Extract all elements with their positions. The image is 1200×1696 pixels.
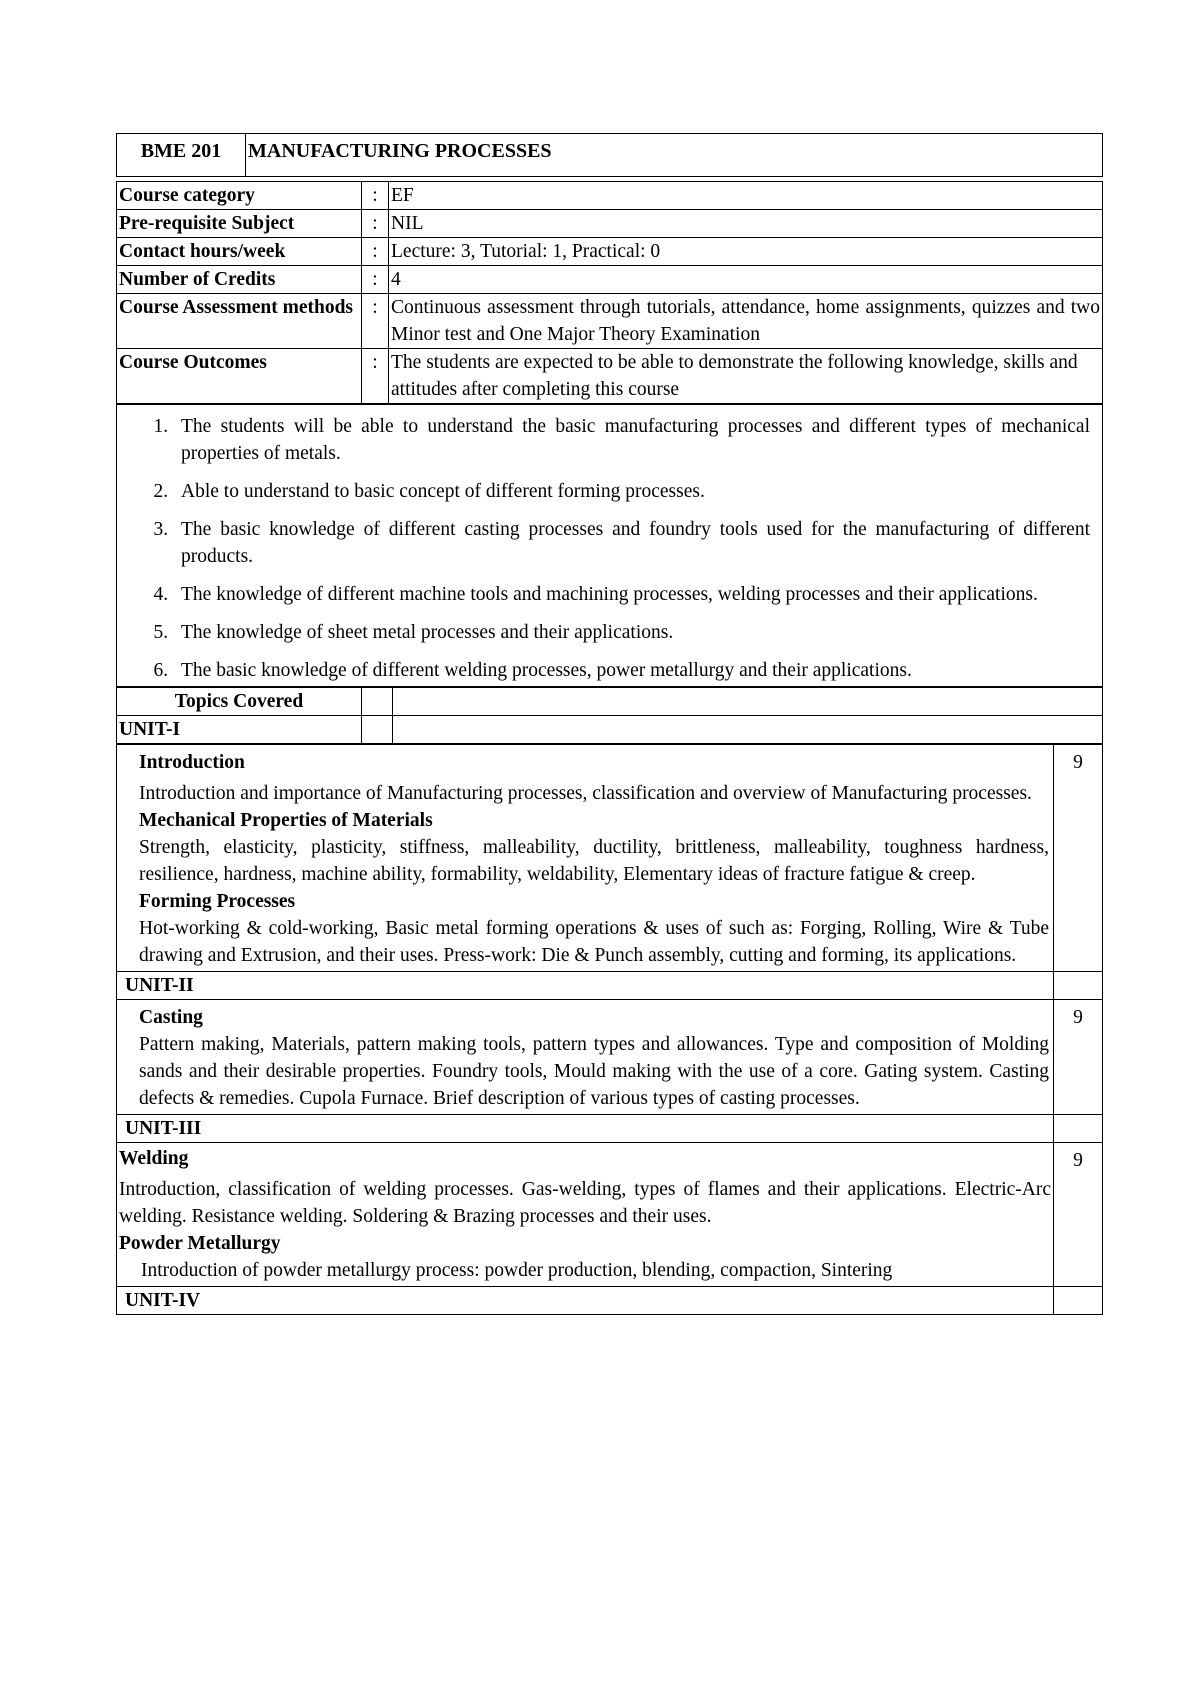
- section-heading: Powder Metallurgy: [119, 1233, 281, 1254]
- unit-hours: 9: [1054, 1143, 1103, 1287]
- course-title: MANUFACTURING PROCESSES: [246, 134, 1103, 177]
- info-label: Course category: [117, 182, 362, 210]
- info-label: Course Assessment methods: [117, 294, 362, 349]
- info-label: Course Outcomes: [117, 349, 362, 404]
- section-text: Strength, elasticity, plasticity, stiffness, malleability, ductility, brittleness, malleability, toughness hardness, resilience, hardness, machine ability, formability, weldability, Elementary ideas of fracture fatigue & creep.: [139, 837, 1049, 885]
- unit-hours: 9: [1054, 745, 1103, 972]
- outcomes-list: [119, 405, 1100, 684]
- unit-content: [117, 1143, 1054, 1287]
- unit-hours: 9: [1054, 1000, 1103, 1115]
- outcome-item: 3. The basic knowledge of different casting processes and foundry tools used for the manufacturing of different products.: [173, 516, 1090, 570]
- info-label: Contact hours/week: [117, 238, 362, 266]
- section-heading: Forming Processes: [139, 891, 296, 912]
- unit-content: [117, 745, 1054, 972]
- info-row: [117, 294, 1103, 349]
- colon: :: [362, 238, 389, 266]
- info-value: Continuous assessment through tutorials, attendance, home assignments, quizzes and two Minor test and One Major Theory Examination: [389, 294, 1103, 349]
- info-row: [117, 182, 1103, 210]
- section-text: Introduction and importance of Manufacturing processes, classification and overview of Manufacturing processes.: [139, 783, 1032, 804]
- outcome-item: 4. The knowledge of different machine tools and machining processes, welding processes and their applications.: [173, 581, 1090, 608]
- section-text: Introduction, classification of welding processes. Gas-welding, types of flames and their applications. Electric-Arc welding. Resistance welding. Soldering & Brazing processes and their uses.: [119, 1179, 1051, 1227]
- info-value: EF: [389, 182, 1103, 210]
- info-label: Number of Credits: [117, 266, 362, 294]
- info-row: [117, 349, 1103, 404]
- section-text: Introduction of powder metallurgy process: powder production, blending, compaction, Sintering: [141, 1260, 893, 1281]
- section-heading: Welding: [119, 1148, 189, 1169]
- info-value: NIL: [389, 210, 1103, 238]
- info-value: Lecture: 3, Tutorial: 1, Practical: 0: [389, 238, 1103, 266]
- info-row: [117, 266, 1103, 294]
- outcomes-cell: [117, 405, 1103, 687]
- info-row: [117, 210, 1103, 238]
- course-code: BME 201: [117, 134, 246, 177]
- unit-label: UNIT-II: [117, 972, 1054, 1000]
- unit-1-table: [116, 744, 1103, 1315]
- outcome-item: 6. The basic knowledge of different welding processes, power metallurgy and their applications.: [173, 657, 1090, 684]
- topics-header-table: [116, 687, 1103, 744]
- unit-label: UNIT-IV: [117, 1287, 1054, 1315]
- course-header-table: [116, 133, 1103, 177]
- topics-covered-label: Topics Covered: [117, 688, 362, 716]
- syllabus-page: [116, 133, 1103, 1315]
- colon: :: [362, 210, 389, 238]
- section-text: Hot-working & cold-working, Basic metal forming operations & uses of such as: Forging, Rolling, Wire & Tube drawing and Extrusion, and their uses. Press-work: Die & Punch assembly, cutting and forming, its applications.: [139, 918, 1049, 966]
- info-value: 4: [389, 266, 1103, 294]
- outcomes-table: [116, 404, 1103, 687]
- colon: :: [362, 182, 389, 210]
- unit-label: UNIT-III: [117, 1115, 1054, 1143]
- outcome-item: 1. The students will be able to understand the basic manufacturing processes and different types of mechanical properties of metals.: [173, 413, 1090, 467]
- colon: :: [362, 266, 389, 294]
- section-text: Pattern making, Materials, pattern making tools, pattern types and allowances. Type and composition of Molding sands and their desirable properties. Foundry tools, Mould making with the use of a core. Gating system. Casting defects & remedies. Cupola Furnace. Brief description of various types of casting processes.: [139, 1034, 1049, 1109]
- course-info-table: [116, 181, 1103, 404]
- info-row: [117, 238, 1103, 266]
- outcome-item: 2. Able to understand to basic concept of different forming processes.: [173, 478, 1090, 505]
- section-heading: Casting: [139, 1007, 203, 1028]
- section-heading: Mechanical Properties of Materials: [139, 810, 433, 831]
- section-heading: Introduction: [139, 752, 245, 773]
- unit-content: [117, 1000, 1054, 1115]
- colon: :: [362, 349, 389, 404]
- outcome-item: 5. The knowledge of sheet metal processes and their applications.: [173, 619, 1090, 646]
- info-label: Pre-requisite Subject: [117, 210, 362, 238]
- unit-label: UNIT-I: [117, 716, 362, 744]
- colon: :: [362, 294, 389, 349]
- info-value: The students are expected to be able to demonstrate the following knowledge, skills and attitudes after completing this course: [389, 349, 1103, 404]
